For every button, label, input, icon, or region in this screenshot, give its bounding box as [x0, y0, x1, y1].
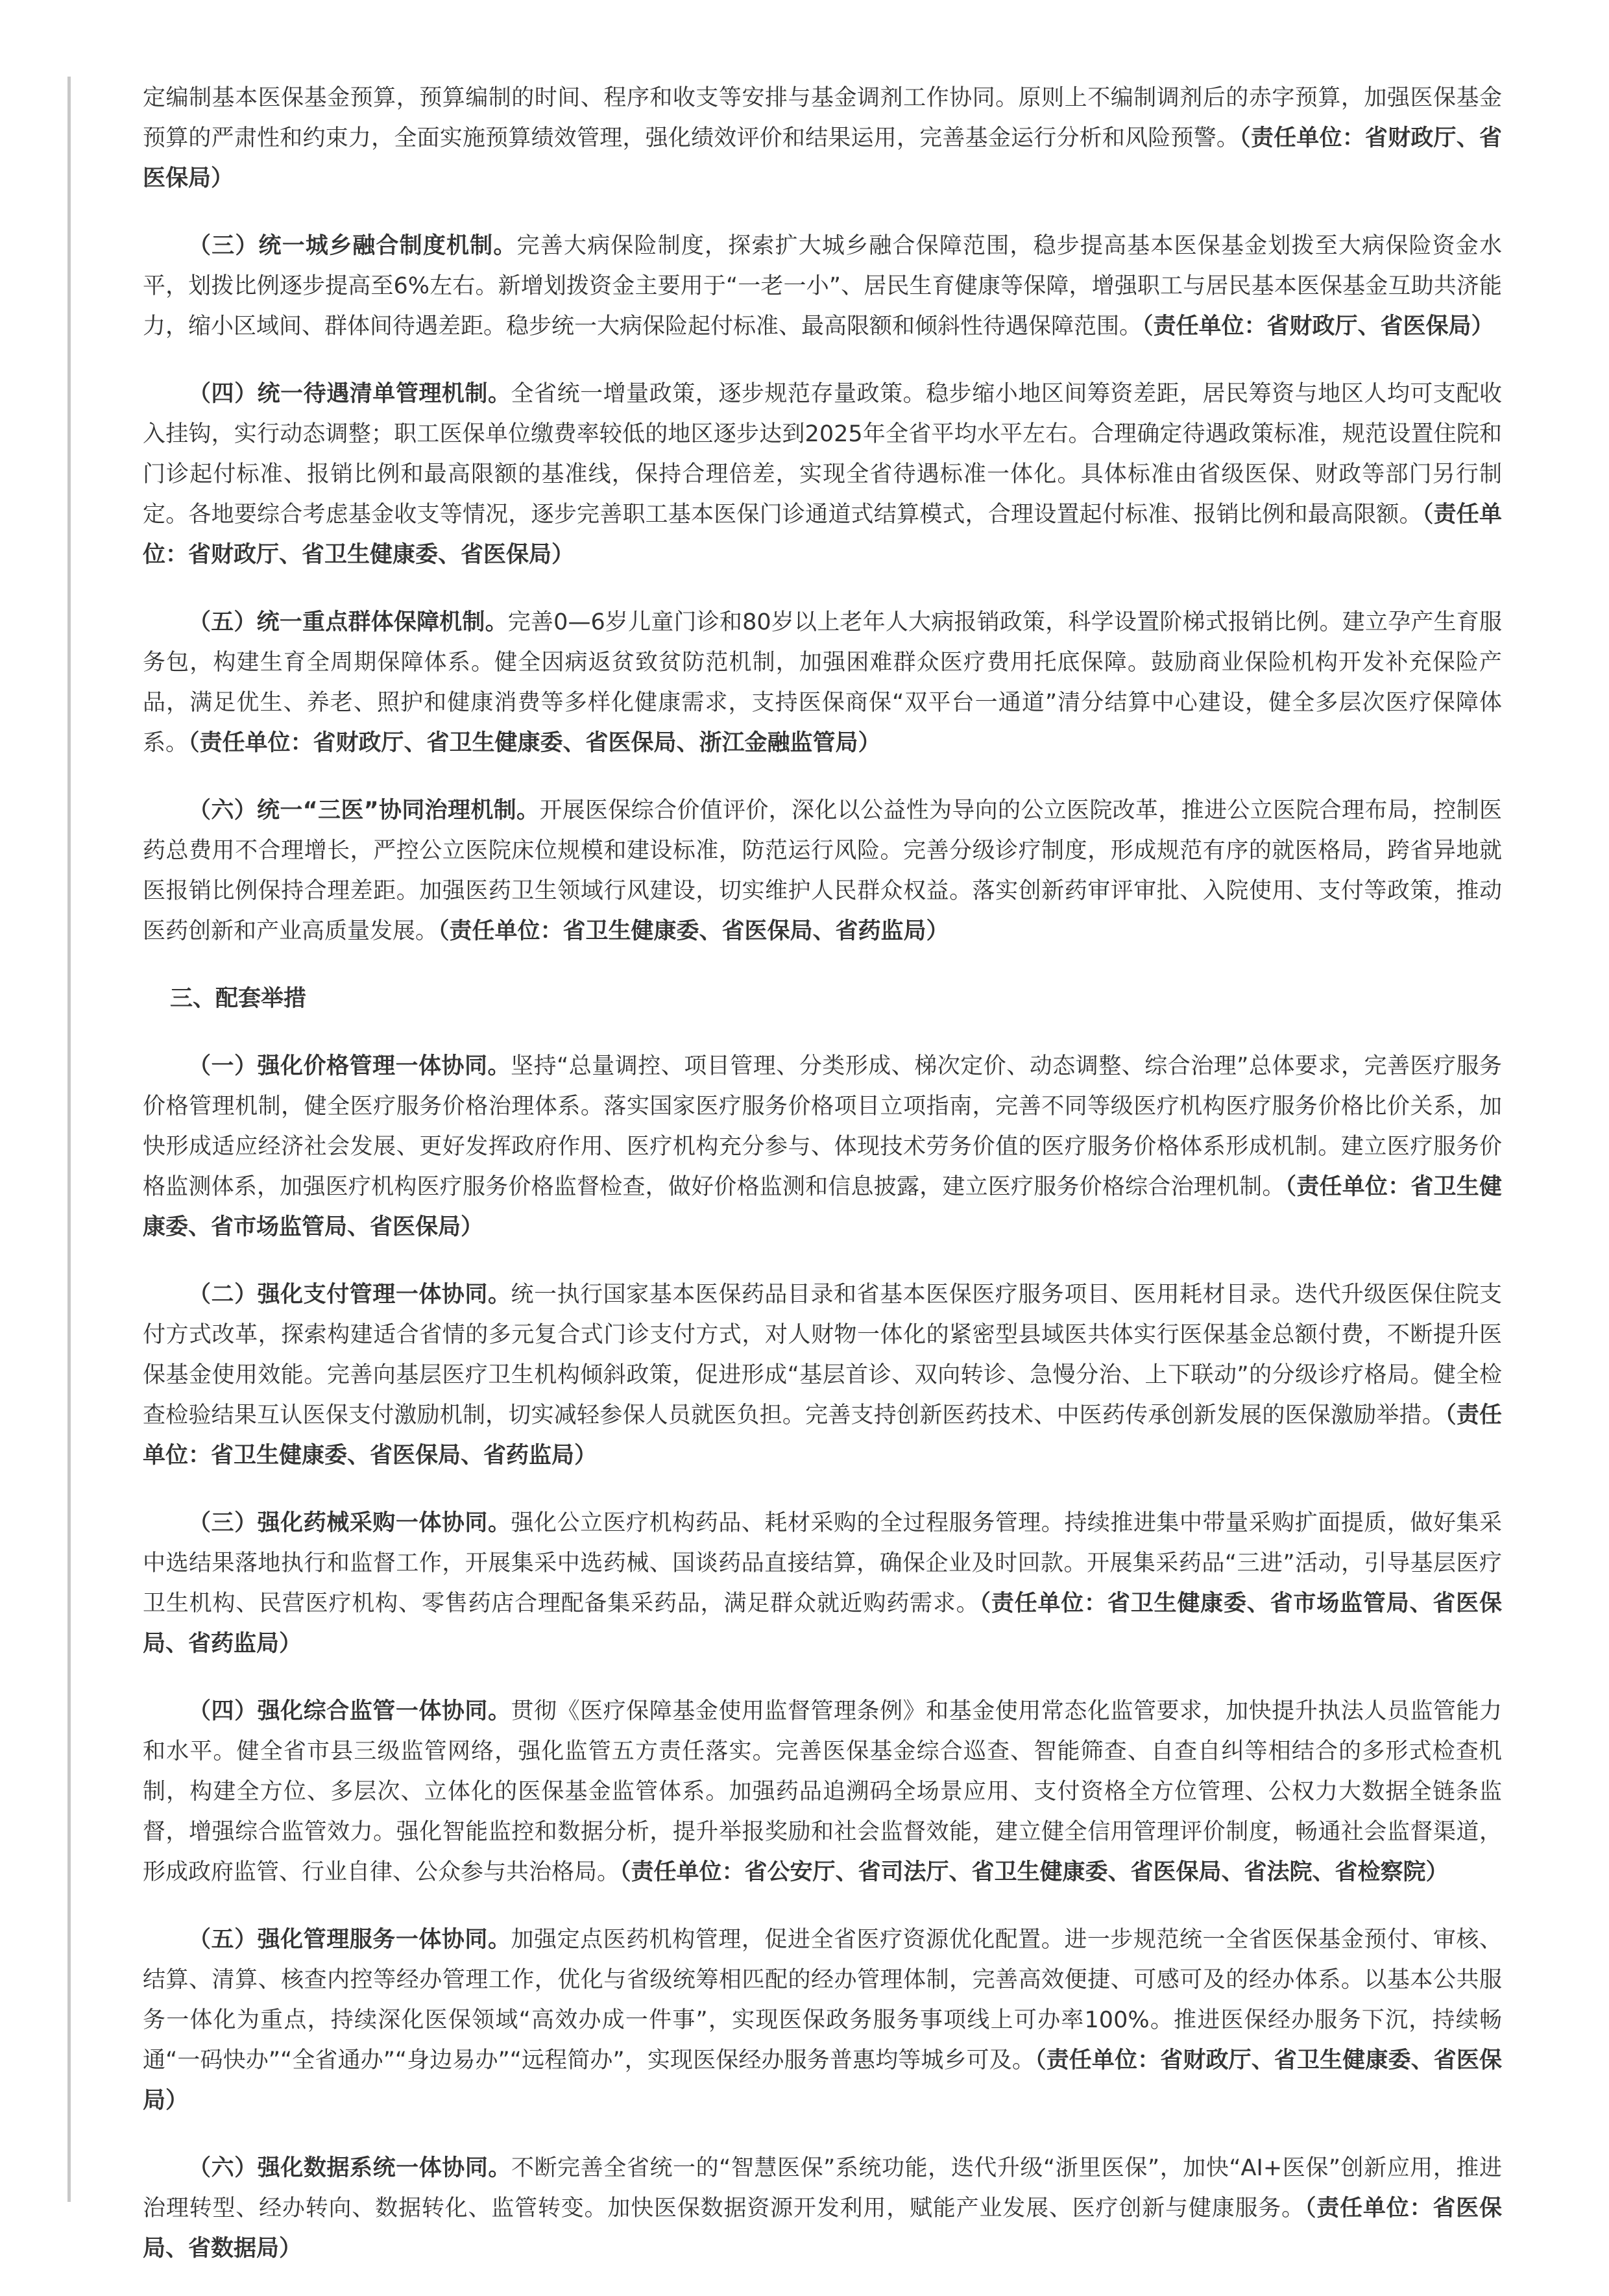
paragraph-section3-item-3: [143, 1503, 1502, 1664]
paragraph-section3-item-5: [143, 1920, 1502, 2121]
paragraph-section3-item-2: [143, 1275, 1502, 1476]
left-border-rule: [67, 77, 71, 2202]
paragraph-body: 完善大病保险制度，探索扩大城乡融合保障范围，稳步提高基本医保基金划拨至大病保险资金水平，划拨比例逐步提高至6%左右。新增划拨资金主要用于“一老一小”、居民生育健康等保障，增强职工与居民基本医保基金互助共济能力，缩小区域间、群体间待遇差距。稳步统一大病保险起付标准、最高限额和倾斜性待遇保障范围。: [143, 233, 1502, 339]
responsible-units: （责任单位：省卫生健康委、省医保局、省药监局）: [143, 1402, 1502, 1469]
paragraph-title: （五）强化管理服务一体协同。: [188, 1927, 511, 1953]
paragraph-title: （三）强化药械采购一体协同。: [188, 1510, 511, 1536]
section-heading: 三、配套举措: [170, 986, 307, 1012]
paragraph-section2-item-5: [143, 602, 1502, 763]
responsible-units: （责任单位：省财政厅、省医保局）: [143, 125, 1502, 191]
paragraph-body: 定编制基本医保基金预算，预算编制的时间、程序和收支等安排与基金调剂工作协同。原则上不编制调剂后的赤字预算，加强医保基金预算的严肃性和约束力，全面实施预算绩效管理，强化绩效评价和结果运用，完善基金运行分析和风险预警。: [143, 85, 1502, 151]
document-body: [143, 78, 1502, 2296]
paragraph-body: 不断完善全省统一的“智慧医保”系统功能，迭代升级“浙里医保”，加快“AI+医保”创新应用，推进治理转型、经办转向、数据转化、监管转变。加快医保数据资源开发利用，赋能产业发展、医疗创新与健康服务。: [143, 2155, 1502, 2221]
responsible-units: （责任单位：省财政厅、省卫生健康委、省医保局、浙江金融监管局）: [188, 730, 881, 756]
paragraph-body: 全省统一增量政策，逐步规范存量政策。稳步缩小地区间筹资差距，居民筹资与地区人均可支配收入挂钩，实行动态调整；职工医保单位缴费率较低的地区逐步达到2025年全省平均水平左右。合理确定待遇政策标准，规范设置住院和门诊起付标准、报销比例和最高限额的基准线，保持合理倍差，实现全省待遇标准一体化。具体标准由省级医保、财政等部门另行制定。各地要综合考虑基金收支等情况，逐步完善职工基本医保门诊通道式结算模式，合理设置起付标准、报销比例和最高限额。: [143, 381, 1502, 528]
paragraph-title: （三）统一城乡融合制度机制。: [188, 233, 517, 259]
paragraph-section3-item-6: [143, 2148, 1502, 2269]
paragraph-title: （四）统一待遇清单管理机制。: [188, 381, 511, 407]
paragraph-title: （四）强化综合监管一体协同。: [188, 1698, 511, 1724]
paragraph-title: （六）统一“三医”协同治理机制。: [188, 798, 540, 824]
paragraph-title: （二）强化支付管理一体协同。: [188, 1282, 511, 1308]
paragraph-section2-item-3: [143, 226, 1502, 347]
paragraph-section3-item-1: [143, 1046, 1502, 1247]
responsible-units: （责任单位：省卫生健康委、省市场监管局、省医保局、省药监局）: [143, 1591, 1502, 1657]
paragraph-title: （五）统一重点群体保障机制。: [188, 609, 508, 635]
responsible-units: （责任单位：省财政厅、省卫生健康委、省医保局）: [143, 2047, 1502, 2114]
paragraph-title: （六）强化数据系统一体协同。: [188, 2155, 512, 2181]
paragraph-body: 坚持“总量调控、项目管理、分类形成、梯次定价、动态调整、综合治理”总体要求，完善医疗服务价格管理机制，健全医疗服务价格治理体系。落实国家医疗服务价格项目立项指南，完善不同等级医疗机构医疗服务价格比价关系，加快形成适应经济社会发展、更好发挥政府作用、医疗机构充分参与、体现技术劳务价值的医疗服务价格体系形成机制。建立医疗服务价格监测体系，加强医疗机构医疗服务价格监督检查，做好价格监测和信息披露，建立医疗服务价格综合治理机制。: [143, 1053, 1502, 1200]
paragraph-body: 贯彻《医疗保障基金使用监督管理条例》和基金使用常态化监管要求，加快提升执法人员监管能力和水平。健全省市县三级监管网络，强化监管五方责任落实。完善医保基金综合巡查、智能筛查、自查自纠等相结合的多形式检查机制，构建全方位、多层次、立体化的医保基金监管体系。加强药品追溯码全场景应用、支付资格全方位管理、公权力大数据全链条监督，增强综合监管效力。强化智能监控和数据分析，提升举报奖励和社会监督效能，建立健全信用管理评价制度，畅通社会监督渠道，形成政府监管、行业自律、公众参与共治格局。: [143, 1698, 1502, 1885]
responsible-units: （责任单位：省医保局、省数据局）: [143, 2195, 1502, 2262]
paragraph-section2-item-6: [143, 790, 1502, 951]
paragraph-title: （一）强化价格管理一体协同。: [188, 1053, 511, 1079]
paragraph-body: 完善0—6岁儿童门诊和80岁以上老年人大病报销政策，科学设置阶梯式报销比例。建立孕产生育服务包，构建生育全周期保障体系。健全因病返贫致贫防范机制，加强困难群众医疗费用托底保障。鼓励商业保险机构开发补充保险产品，满足优生、养老、照护和健康消费等多样化健康需求，支持医保商保“双平台一通道”清分结算中心建设，健全多层次医疗保障体系。: [143, 609, 1502, 756]
paragraph-body: 开展医保综合价值评价，深化以公益性为导向的公立医院改革，推进公立医院合理布局，控制医药总费用不合理增长，严控公立医院床位规模和建设标准，防范运行风险。完善分级诊疗制度，形成规范有序的就医格局，跨省异地就医报销比例保持合理差距。加强医药卫生领域行风建设，切实维护人民群众权益。落实创新药审评审批、入院使用、支付等政策，推动医药创新和产业高质量发展。: [143, 798, 1502, 944]
paragraph-continuation: [143, 78, 1502, 199]
paragraph-section2-item-4: [143, 374, 1502, 575]
paragraph-body: 加强定点医药机构管理，促进全省医疗资源优化配置。进一步规范统一全省医保基金预付、审核、结算、清算、核查内控等经办管理工作，优化与省级统筹相匹配的经办管理体制，完善高效便捷、可感可及的经办体系。以基本公共服务一体化为重点，持续深化医保领域“高效办成一件事”，实现医保政务服务事项线上可办率100%。推进医保经办服务下沉，持续畅通“一码快办”“全省通办”“身边易办”“远程简办”，实现医保经办服务普惠均等城乡可及。: [143, 1927, 1502, 2073]
paragraph-body: 统一执行国家基本医保药品目录和省基本医保医疗服务项目、医用耗材目录。迭代升级医保住院支付方式改革，探索构建适合省情的多元复合式门诊支付方式，对人财物一体化的紧密型县域医共体实行医保基金总额付费，不断提升医保基金使用效能。完善向基层医疗卫生机构倾斜政策，促进形成“基层首诊、双向转诊、急慢分治、上下联动”的分级诊疗格局。健全检查检验结果互认医保支付激励机制，切实减轻参保人员就医负担。完善支持创新医药技术、中医药传承创新发展的医保激励举措。: [143, 1282, 1502, 1428]
paragraph-section3-item-4: [143, 1691, 1502, 1892]
responsible-units: （责任单位：省公安厅、省司法厅、省卫生健康委、省医保局、省法院、省检察院）: [620, 1859, 1449, 1885]
paragraph-body: 强化公立医疗机构药品、耗材采购的全过程服务管理。持续推进集中带量采购扩面提质，做好集采中选结果落地执行和监督工作，开展集采中选药械、国谈药品直接结算，确保企业及时回款。开展集采药品“三进”活动，引导基层医疗卫生机构、民营医疗机构、零售药店合理配备集采药品，满足群众就近购药需求。: [143, 1510, 1502, 1617]
responsible-units: （责任单位：省卫生健康委、省医保局、省药监局）: [438, 918, 949, 944]
responsible-units: （责任单位：省卫生健康委、省市场监管局、省医保局）: [143, 1174, 1502, 1240]
responsible-units: （责任单位：省财政厅、省卫生健康委、省医保局）: [143, 502, 1502, 568]
responsible-units: （责任单位：省财政厅、省医保局）: [1142, 313, 1494, 339]
